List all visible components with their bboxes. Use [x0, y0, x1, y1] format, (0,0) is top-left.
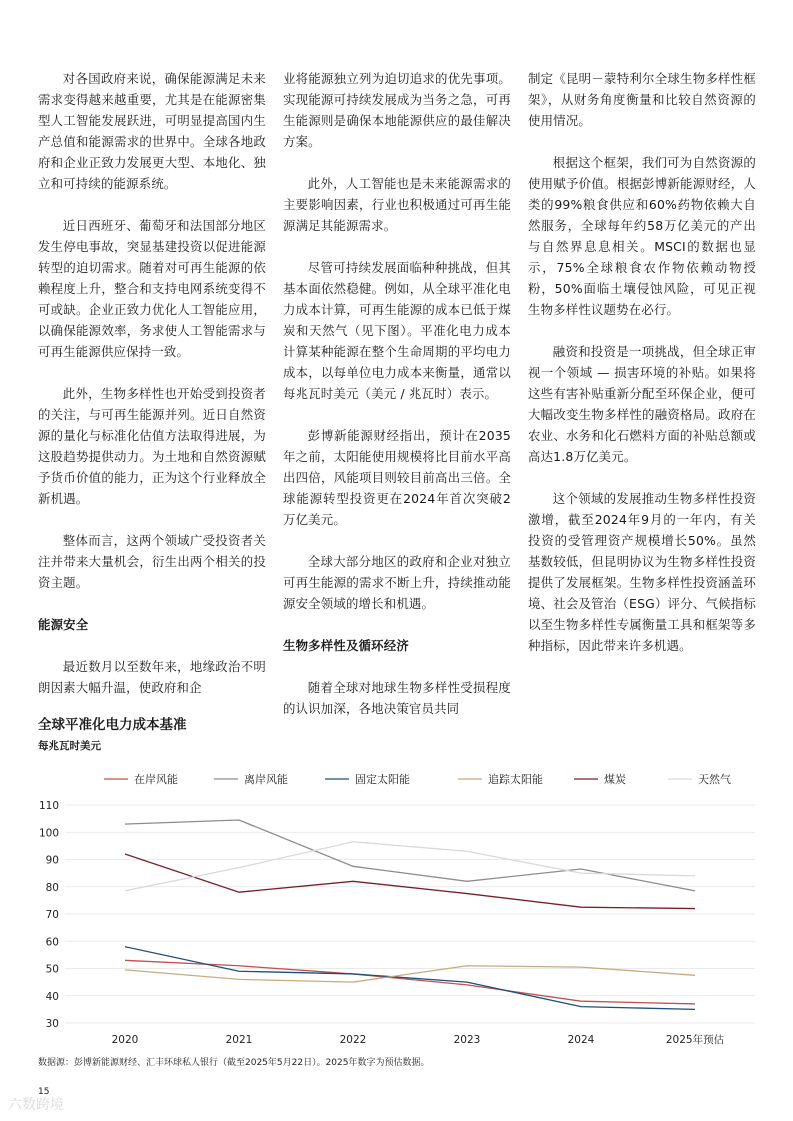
paragraph: 此外，生物多样性也开始受到投资者的关注，与可再生能源并列。近日自然资源的量化与标准化估值方法取得进展，为这股趋势提供动力。为土地和自然资源赋予货币价值的能力，正为这个行业释放全新机遇。 [38, 386, 266, 506]
paragraph: 彭博新能源财经指出，预计在2035年之前，太阳能使用规模将比目前水平高出四倍，风能项目则较目前高出三倍。全球能源转型投资更在2024年首次突破2万亿美元。 [283, 428, 511, 527]
section-heading-energy-security: 能源安全 [38, 617, 89, 632]
y-tick-label: 80 [45, 881, 59, 894]
x-tick-label: 2022 [339, 1034, 367, 1046]
y-tick-label: 90 [45, 854, 59, 867]
x-axis-ticks [112, 1033, 725, 1046]
y-tick-label: 30 [45, 1018, 59, 1030]
page-number: 15 [38, 1087, 50, 1097]
x-tick-label: 2020 [111, 1034, 139, 1046]
paragraph: 随着全球对地球生物多样性受损程度的认识加深，各地决策官员共同 [283, 680, 511, 716]
paragraph: 近日西班牙、葡萄牙和法国部分地区发生停电事故，突显基建投资以促进能源转型的迫切需求。随着对可再生能源的依赖程度上升，整合和支持电网系统变得不可或缺。企业正致力优化人工智能应用，以确保能源效率，务求使人工智能需求与可再生能源供应保持一致。 [38, 218, 266, 359]
series-line [125, 842, 695, 891]
paragraph: 最近数月以至数年来，地缘政治不明朗因素大幅升温，使政府和企 [38, 659, 266, 695]
chart-title: 全球平准化电力成本基准 [38, 717, 187, 733]
y-tick-label: 60 [45, 936, 59, 949]
y-tick-label: 50 [45, 963, 59, 976]
chart-legend [104, 772, 731, 786]
watermark-logo: 六数跨境 [8, 1097, 64, 1113]
y-tick-label: 70 [45, 909, 59, 921]
legend-label: 煤炭 [604, 773, 626, 786]
legend-label: 固定太阳能 [355, 773, 410, 786]
series-line [125, 820, 695, 891]
text-column-1 [38, 68, 266, 719]
y-tick-label: 40 [45, 990, 59, 1003]
paragraph: 此外，人工智能也是未来能源需求的主要影响因素，行业也积极通过可再生能源满足其能源需求。 [283, 176, 511, 233]
paragraph: 整体而言，这两个领域广受投资者关注并带来大量机会，衍生出两个相关的投资主题。 [38, 533, 266, 590]
chart-series [125, 820, 695, 1009]
series-line [125, 854, 695, 909]
section-heading-biodiversity: 生物多样性及循环经济 [283, 638, 409, 653]
chart-grid [65, 805, 755, 1023]
y-axis-ticks [39, 800, 59, 1030]
x-tick-label: 2025年预估 [665, 1034, 725, 1046]
paragraph: 尽管可持续发展面临种种挑战，但其基本面依然稳健。例如，从全球平准化电力成本计算，可再生能源的成本已低于煤炭和天然气（见下图）。平准化电力成本计算某种能源在整个生命周期的平均电力成本，以每单位电力成本来衡量，通常以每兆瓦时美元（美元 / 兆瓦时）表示。 [283, 260, 511, 401]
x-tick-label: 2023 [453, 1034, 481, 1046]
paragraph: 这个领域的发展推动生物多样性投资激增，截至2024年9月的一年内，有关投资的受管理资产规模增长50%。虽然基数较低，但昆明协议为生物多样性投资提供了发展框架。生物多样性投资涵盖环境、社会及管治（ESG）评分、气候指标以至生物多样性专属衡量工具和框架等多种指标，因此带来许多机遇。 [528, 491, 756, 653]
paragraph: 业将能源独立列为迫切追求的优先事项。实现能源可持续发展成为当务之急，可再生能源则是确保本地能源供应的最佳解决方案。 [283, 71, 511, 149]
source-note: 数据源：彭博新能源财经、汇丰环球私人银行（截至2025年5月22日）。2025年数字为预估数据。 [38, 1058, 430, 1068]
text-column-3 [528, 68, 756, 677]
paragraph: 对各国政府来说，确保能源满足未来需求变得越来越重要，尤其是在能源密集型人工智能发展跃进，可明显提高国内生产总值和能源需求的世界中。全球各地政府和企业正致力发展更大型、本地化、独立和可持续的能源系统。 [38, 71, 266, 191]
series-line [125, 947, 695, 1010]
legend-label: 离岸风能 [244, 773, 288, 786]
chart-y-unit: 每兆瓦时美元 [38, 740, 101, 752]
paragraph: 制定《昆明－蒙特利尔全球生物多样性框架》，从财务角度衡量和比较自然资源的使用情况。 [528, 71, 756, 128]
paragraph: 融资和投资是一项挑战，但全球正审视一个领域 — 损害环境的补贴。如果将这些有害补贴重新分配至环保企业，便可大幅改变生物多样性的融资格局。政府在农业、水务和化石燃料方面的补贴总额或高达1.8万亿美元。 [528, 344, 756, 464]
y-tick-label: 110 [38, 800, 59, 812]
x-tick-label: 2024 [567, 1034, 595, 1046]
y-tick-label: 100 [38, 827, 59, 840]
paragraph: 全球大部分地区的政府和企业对独立可再生能源的需求不断上升，持续推动能源安全领域的增长和机遇。 [283, 554, 511, 611]
text-column-2 [283, 68, 511, 740]
series-line [125, 960, 695, 1004]
legend-label: 在岸风能 [134, 773, 178, 786]
lcoe-line-chart [0, 760, 793, 1050]
legend-label: 天然气 [698, 773, 731, 786]
x-tick-label: 2021 [225, 1034, 253, 1046]
legend-label: 追踪太阳能 [488, 773, 543, 786]
paragraph: 根据这个框架，我们可为自然资源的使用赋予价值。根据彭博新能源财经，人类的99%粮食供应和60%药物依赖大自然服务，全球每年约58万亿美元的产出与自然界息息相关。MSCI的数据也显示，75%全球粮食农作物依赖动物授粉，50%面临土壤侵蚀风险，可见正视生物多样性议题势在必行。 [528, 155, 756, 317]
